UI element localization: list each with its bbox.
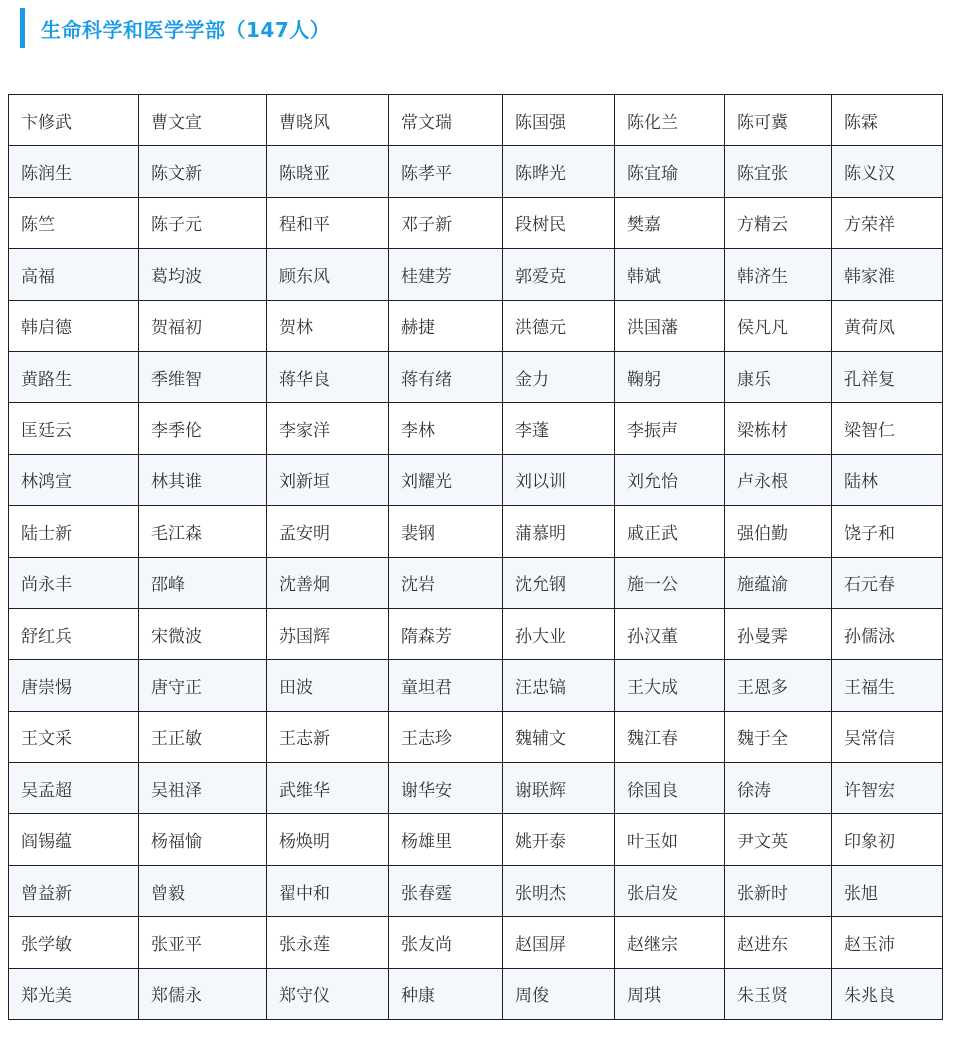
member-name-cell: 王文采 — [9, 711, 139, 762]
member-name-cell: 洪国藩 — [615, 300, 725, 351]
member-name-cell: 汪忠镐 — [503, 660, 615, 711]
table-row — [9, 351, 943, 402]
member-name-cell: 魏辅文 — [503, 711, 615, 762]
member-name-cell: 韩济生 — [725, 249, 832, 300]
member-name-cell: 陈晔光 — [503, 146, 615, 197]
member-name-cell: 吴祖泽 — [139, 763, 267, 814]
section-heading — [20, 8, 330, 48]
member-name-cell: 梁智仁 — [832, 403, 943, 454]
member-name-cell: 季维智 — [139, 351, 267, 402]
member-name-cell: 陈晓亚 — [267, 146, 389, 197]
member-name-cell: 黄路生 — [9, 351, 139, 402]
member-name-cell: 施一公 — [615, 557, 725, 608]
member-name-cell: 顾东风 — [267, 249, 389, 300]
member-name-cell: 段树民 — [503, 197, 615, 248]
member-name-cell: 张启发 — [615, 865, 725, 916]
member-name-cell: 贺福初 — [139, 300, 267, 351]
member-name-cell: 尚永丰 — [9, 557, 139, 608]
member-name-cell: 刘以训 — [503, 454, 615, 505]
member-name-cell: 孙曼霁 — [725, 608, 832, 659]
member-name-cell: 卞修武 — [9, 95, 139, 146]
member-name-cell: 徐涛 — [725, 763, 832, 814]
member-name-cell: 鞠躬 — [615, 351, 725, 402]
member-name-cell: 印象初 — [832, 814, 943, 865]
member-name-cell: 张永莲 — [267, 917, 389, 968]
table-row — [9, 968, 943, 1019]
member-name-cell: 李家洋 — [267, 403, 389, 454]
member-name-cell: 赫捷 — [389, 300, 503, 351]
member-name-cell: 刘允怡 — [615, 454, 725, 505]
member-name-cell: 高福 — [9, 249, 139, 300]
member-name-cell: 陈子元 — [139, 197, 267, 248]
member-name-cell: 樊嘉 — [615, 197, 725, 248]
member-name-cell: 张友尚 — [389, 917, 503, 968]
member-name-cell: 强伯勤 — [725, 506, 832, 557]
table-row — [9, 146, 943, 197]
member-name-cell: 陈国强 — [503, 95, 615, 146]
member-name-cell: 韩家淮 — [832, 249, 943, 300]
member-name-cell: 周俊 — [503, 968, 615, 1019]
member-name-cell: 郑儒永 — [139, 968, 267, 1019]
member-table-body — [9, 95, 943, 1020]
member-name-cell: 王志新 — [267, 711, 389, 762]
member-name-cell: 李林 — [389, 403, 503, 454]
member-name-cell: 郭爱克 — [503, 249, 615, 300]
member-name-cell: 石元春 — [832, 557, 943, 608]
member-name-cell: 曾益新 — [9, 865, 139, 916]
member-name-cell: 姚开泰 — [503, 814, 615, 865]
member-name-cell: 朱玉贤 — [725, 968, 832, 1019]
member-name-cell: 种康 — [389, 968, 503, 1019]
member-name-cell: 方精云 — [725, 197, 832, 248]
member-name-cell: 邓子新 — [389, 197, 503, 248]
member-name-cell: 常文瑞 — [389, 95, 503, 146]
member-name-cell: 毛江森 — [139, 506, 267, 557]
section-title: 生命科学和医学学部（147人） — [41, 17, 331, 42]
member-name-cell: 陆林 — [832, 454, 943, 505]
member-name-cell: 陈可冀 — [725, 95, 832, 146]
member-name-cell: 陆士新 — [9, 506, 139, 557]
member-name-cell: 叶玉如 — [615, 814, 725, 865]
table-row — [9, 454, 943, 505]
member-name-cell: 唐守正 — [139, 660, 267, 711]
member-name-cell: 刘新垣 — [267, 454, 389, 505]
member-name-cell: 沈允钢 — [503, 557, 615, 608]
member-name-cell: 康乐 — [725, 351, 832, 402]
member-name-cell: 魏于全 — [725, 711, 832, 762]
member-name-cell: 朱兆良 — [832, 968, 943, 1019]
member-name-cell: 沈善炯 — [267, 557, 389, 608]
member-name-cell: 蒋华良 — [267, 351, 389, 402]
table-row — [9, 711, 943, 762]
member-name-cell: 孙大业 — [503, 608, 615, 659]
member-name-cell: 匡廷云 — [9, 403, 139, 454]
member-name-cell: 王志珍 — [389, 711, 503, 762]
member-name-cell: 刘耀光 — [389, 454, 503, 505]
table-row — [9, 608, 943, 659]
member-name-cell: 郑光美 — [9, 968, 139, 1019]
table-row — [9, 917, 943, 968]
member-name-cell: 苏国辉 — [267, 608, 389, 659]
table-row — [9, 403, 943, 454]
member-name-cell: 田波 — [267, 660, 389, 711]
member-name-cell: 曹文宣 — [139, 95, 267, 146]
member-name-cell: 张明杰 — [503, 865, 615, 916]
member-name-cell: 赵国屏 — [503, 917, 615, 968]
member-name-cell: 侯凡凡 — [725, 300, 832, 351]
member-name-cell: 尹文英 — [725, 814, 832, 865]
member-name-cell: 舒红兵 — [9, 608, 139, 659]
member-name-cell: 戚正武 — [615, 506, 725, 557]
member-name-cell: 陈霖 — [832, 95, 943, 146]
member-name-cell: 隋森芳 — [389, 608, 503, 659]
member-name-cell: 邵峰 — [139, 557, 267, 608]
member-name-cell: 宋微波 — [139, 608, 267, 659]
member-name-cell: 黄荷凤 — [832, 300, 943, 351]
member-name-cell: 杨焕明 — [267, 814, 389, 865]
member-name-cell: 孙儒泳 — [832, 608, 943, 659]
member-name-cell: 陈化兰 — [615, 95, 725, 146]
member-name-cell: 谢华安 — [389, 763, 503, 814]
member-name-cell: 周琪 — [615, 968, 725, 1019]
member-name-cell: 林其谁 — [139, 454, 267, 505]
member-name-cell: 饶子和 — [832, 506, 943, 557]
member-name-cell: 杨福愉 — [139, 814, 267, 865]
member-name-cell: 沈岩 — [389, 557, 503, 608]
member-name-cell: 张学敏 — [9, 917, 139, 968]
table-row — [9, 660, 943, 711]
member-name-cell: 陈孝平 — [389, 146, 503, 197]
member-name-cell: 翟中和 — [267, 865, 389, 916]
member-name-cell: 赵继宗 — [615, 917, 725, 968]
member-name-cell: 陈竺 — [9, 197, 139, 248]
table-row — [9, 865, 943, 916]
member-name-cell: 陈润生 — [9, 146, 139, 197]
member-name-cell: 金力 — [503, 351, 615, 402]
member-name-cell: 王大成 — [615, 660, 725, 711]
member-name-cell: 洪德元 — [503, 300, 615, 351]
member-name-cell: 蒲慕明 — [503, 506, 615, 557]
member-name-cell: 童坦君 — [389, 660, 503, 711]
member-name-cell: 蒋有绪 — [389, 351, 503, 402]
member-name-cell: 陈文新 — [139, 146, 267, 197]
member-name-cell: 赵进东 — [725, 917, 832, 968]
member-name-cell: 张春霆 — [389, 865, 503, 916]
member-name-cell: 张旭 — [832, 865, 943, 916]
table-row — [9, 814, 943, 865]
member-name-cell: 李振声 — [615, 403, 725, 454]
member-name-cell: 吴孟超 — [9, 763, 139, 814]
member-name-cell: 方荣祥 — [832, 197, 943, 248]
member-name-cell: 程和平 — [267, 197, 389, 248]
table-row — [9, 249, 943, 300]
member-name-cell: 孙汉董 — [615, 608, 725, 659]
member-name-cell: 吴常信 — [832, 711, 943, 762]
member-name-cell: 施蕴渝 — [725, 557, 832, 608]
table-row — [9, 95, 943, 146]
member-name-cell: 许智宏 — [832, 763, 943, 814]
member-name-cell: 王福生 — [832, 660, 943, 711]
member-name-cell: 桂建芳 — [389, 249, 503, 300]
member-name-cell: 郑守仪 — [267, 968, 389, 1019]
member-name-cell: 魏江春 — [615, 711, 725, 762]
member-name-cell: 陈义汉 — [832, 146, 943, 197]
member-name-cell: 徐国良 — [615, 763, 725, 814]
table-row — [9, 506, 943, 557]
table-row — [9, 557, 943, 608]
member-name-cell: 王正敏 — [139, 711, 267, 762]
member-name-cell: 曹晓风 — [267, 95, 389, 146]
member-name-cell: 杨雄里 — [389, 814, 503, 865]
member-name-cell: 张亚平 — [139, 917, 267, 968]
member-name-cell: 阎锡蕴 — [9, 814, 139, 865]
member-table — [8, 94, 943, 1020]
member-name-cell: 林鸿宣 — [9, 454, 139, 505]
member-name-cell: 梁栋材 — [725, 403, 832, 454]
member-name-cell: 武维华 — [267, 763, 389, 814]
member-name-cell: 唐崇惕 — [9, 660, 139, 711]
heading-accent-bar — [20, 8, 25, 48]
member-name-cell: 葛均波 — [139, 249, 267, 300]
member-name-cell: 贺林 — [267, 300, 389, 351]
member-name-cell: 张新时 — [725, 865, 832, 916]
table-row — [9, 300, 943, 351]
member-name-cell: 裴钢 — [389, 506, 503, 557]
member-name-cell: 赵玉沛 — [832, 917, 943, 968]
member-name-cell: 李季伦 — [139, 403, 267, 454]
table-row — [9, 197, 943, 248]
member-name-cell: 李蓬 — [503, 403, 615, 454]
member-name-cell: 孔祥复 — [832, 351, 943, 402]
member-name-cell: 陈宜瑜 — [615, 146, 725, 197]
member-name-cell: 孟安明 — [267, 506, 389, 557]
member-name-cell: 陈宜张 — [725, 146, 832, 197]
member-name-cell: 谢联辉 — [503, 763, 615, 814]
member-name-cell: 卢永根 — [725, 454, 832, 505]
table-row — [9, 763, 943, 814]
member-name-cell: 王恩多 — [725, 660, 832, 711]
member-name-cell: 韩启德 — [9, 300, 139, 351]
member-name-cell: 韩斌 — [615, 249, 725, 300]
member-name-cell: 曾毅 — [139, 865, 267, 916]
